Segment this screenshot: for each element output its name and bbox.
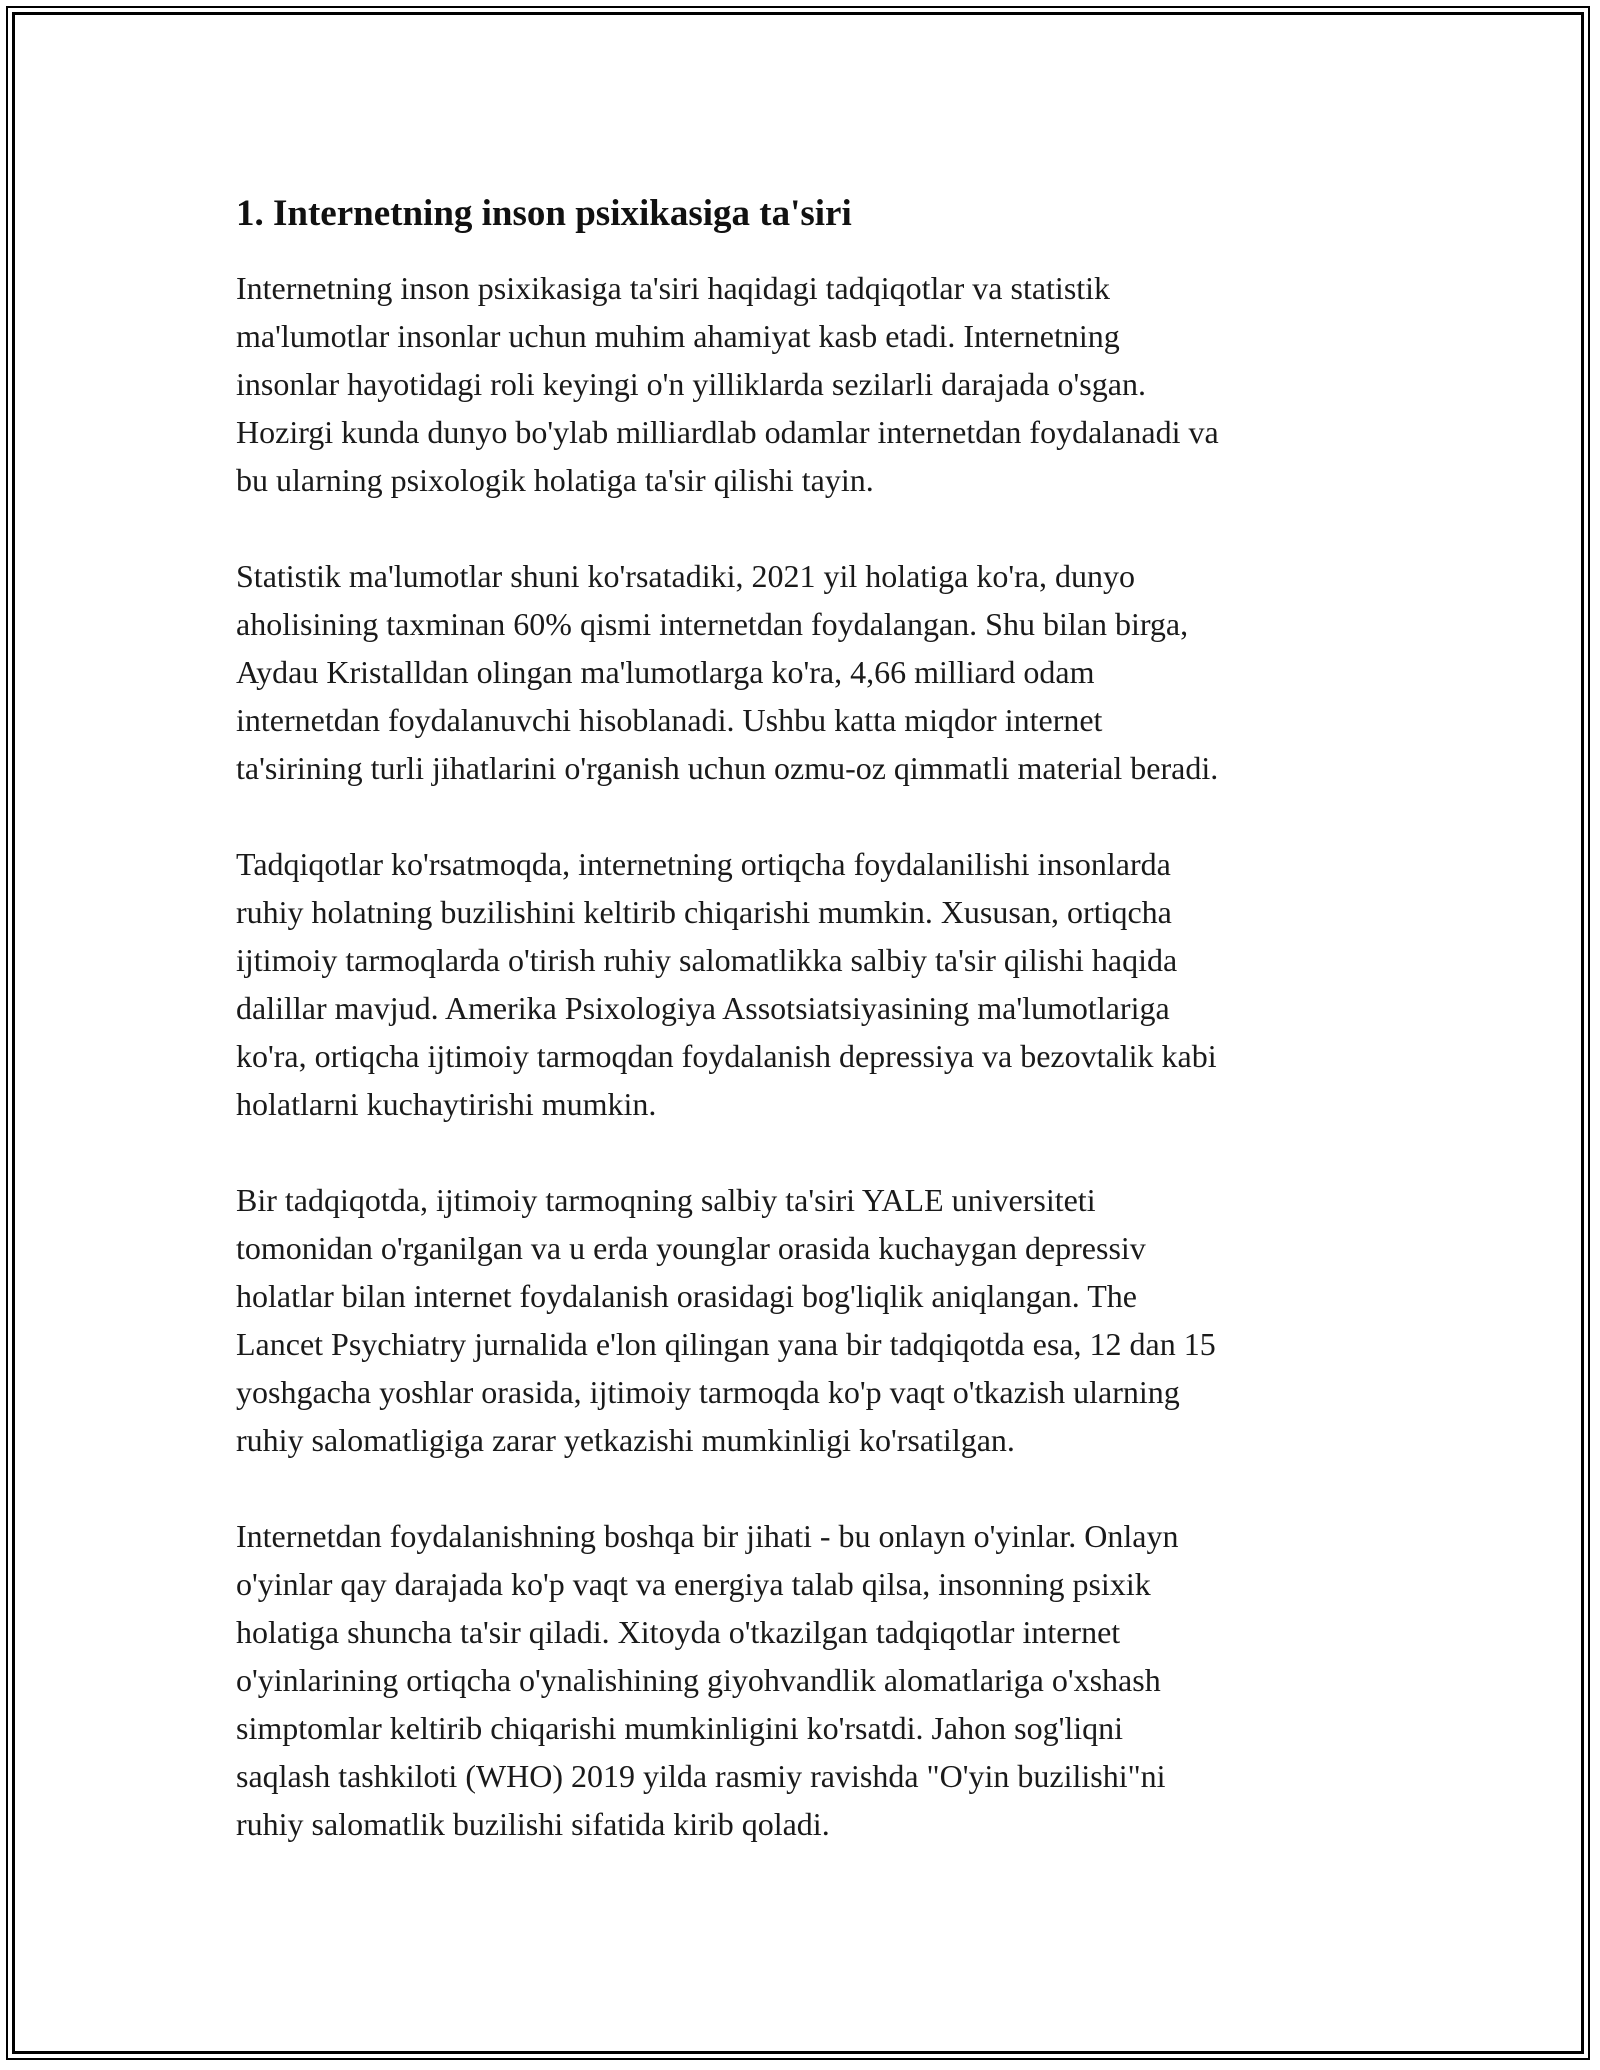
- paragraph-4: Bir tadqiqotda, ijtimoiy tarmoqning salbiy ta'siri YALE universiteti tomonidan o'rganilgan va u erda younglar orasida kuchaygan depressiv holatlar bilan internet foydalanish orasidagi bog'liqlik aniqlangan. The Lancet Psychiatry jurnalida e'lon qilingan yana bir tadqiqotda esa, 12 dan 15 yoshgacha yoshlar orasida, ijtimoiy tarmoqda ko'p vaqt o'tkazish ularning ruhiy salomatligiga zarar yetkazishi mumkinligi ko'rsatilgan.: [236, 1182, 1216, 1458]
- paragraph-1: Internetning inson psixikasiga ta'siri haqidagi tadqiqotlar va statistik ma'lumotlar insonlar uchun muhim ahamiyat kasb etadi. Internetning insonlar hayotidagi roli keyingi o'n yilliklarda sezilarli darajada o'sgan. Hozirgi kunda dunyo bo'ylab milliardlab odamlar internetdan foydalanadi va bu ularning psixologik holatiga ta'sir qilishi tayin.: [236, 270, 1219, 498]
- paragraph-3: Tadqiqotlar ko'rsatmoqda, internetning ortiqcha foydalanilishi insonlarda ruhiy holatning buzilishini keltirib chiqarishi mumkin. Xususan, ortiqcha ijtimoiy tarmoqlarda o'tirish ruhiy salomatlikka salbiy ta'sir qilishi haqida dalillar mavjud. Amerika Psixologiya Assotsiatsiyasining ma'lumotlariga ko'ra, ortiqcha ijtimoiy tarmoqdan foydalanish depressiya va bezovtalik kabi holatlarni kuchaytirishi mumkin.: [236, 846, 1217, 1122]
- paragraph-2: Statistik ma'lumotlar shuni ko'rsatadiki, 2021 yil holatiga ko'ra, dunyo aholisining taxminan 60% qismi internetdan foydalangan. Shu bilan birga, Aydau Kristalldan olingan ma'lumotlarga ko'ra, 4,66 milliard odam internetdan foydalanuvchi hisoblanadi. Ushbu katta miqdor internet ta'sirining turli jihatlarini o'rganish uchun ozmu-oz qimmatli material beradi.: [236, 558, 1219, 786]
- document-body: [236, 186, 1396, 1896]
- paragraph-5: Internetdan foydalanishning boshqa bir jihati - bu onlayn o'yinlar. Onlayn o'yinlar qay darajada ko'p vaqt va energiya talab qilsa, insonning psixik holatiga shuncha ta'sir qiladi. Xitoyda o'tkazilgan tadqiqotlar internet o'yinlarining ortiqcha o'ynalishining giyohvandlik alomatlariga o'xshash simptomlar keltirib chiqarishi mumkinligini ko'rsatdi. Jahon sog'liqni saqlash tashkiloti (WHO) 2019 yilda rasmiy ravishda "O'yin buzilishi"ni ruhiy salomatlik buzilishi sifatida kirib qoladi.: [236, 1518, 1179, 1842]
- section-heading: 1. Internetning inson psixikasiga ta'siri: [236, 193, 852, 234]
